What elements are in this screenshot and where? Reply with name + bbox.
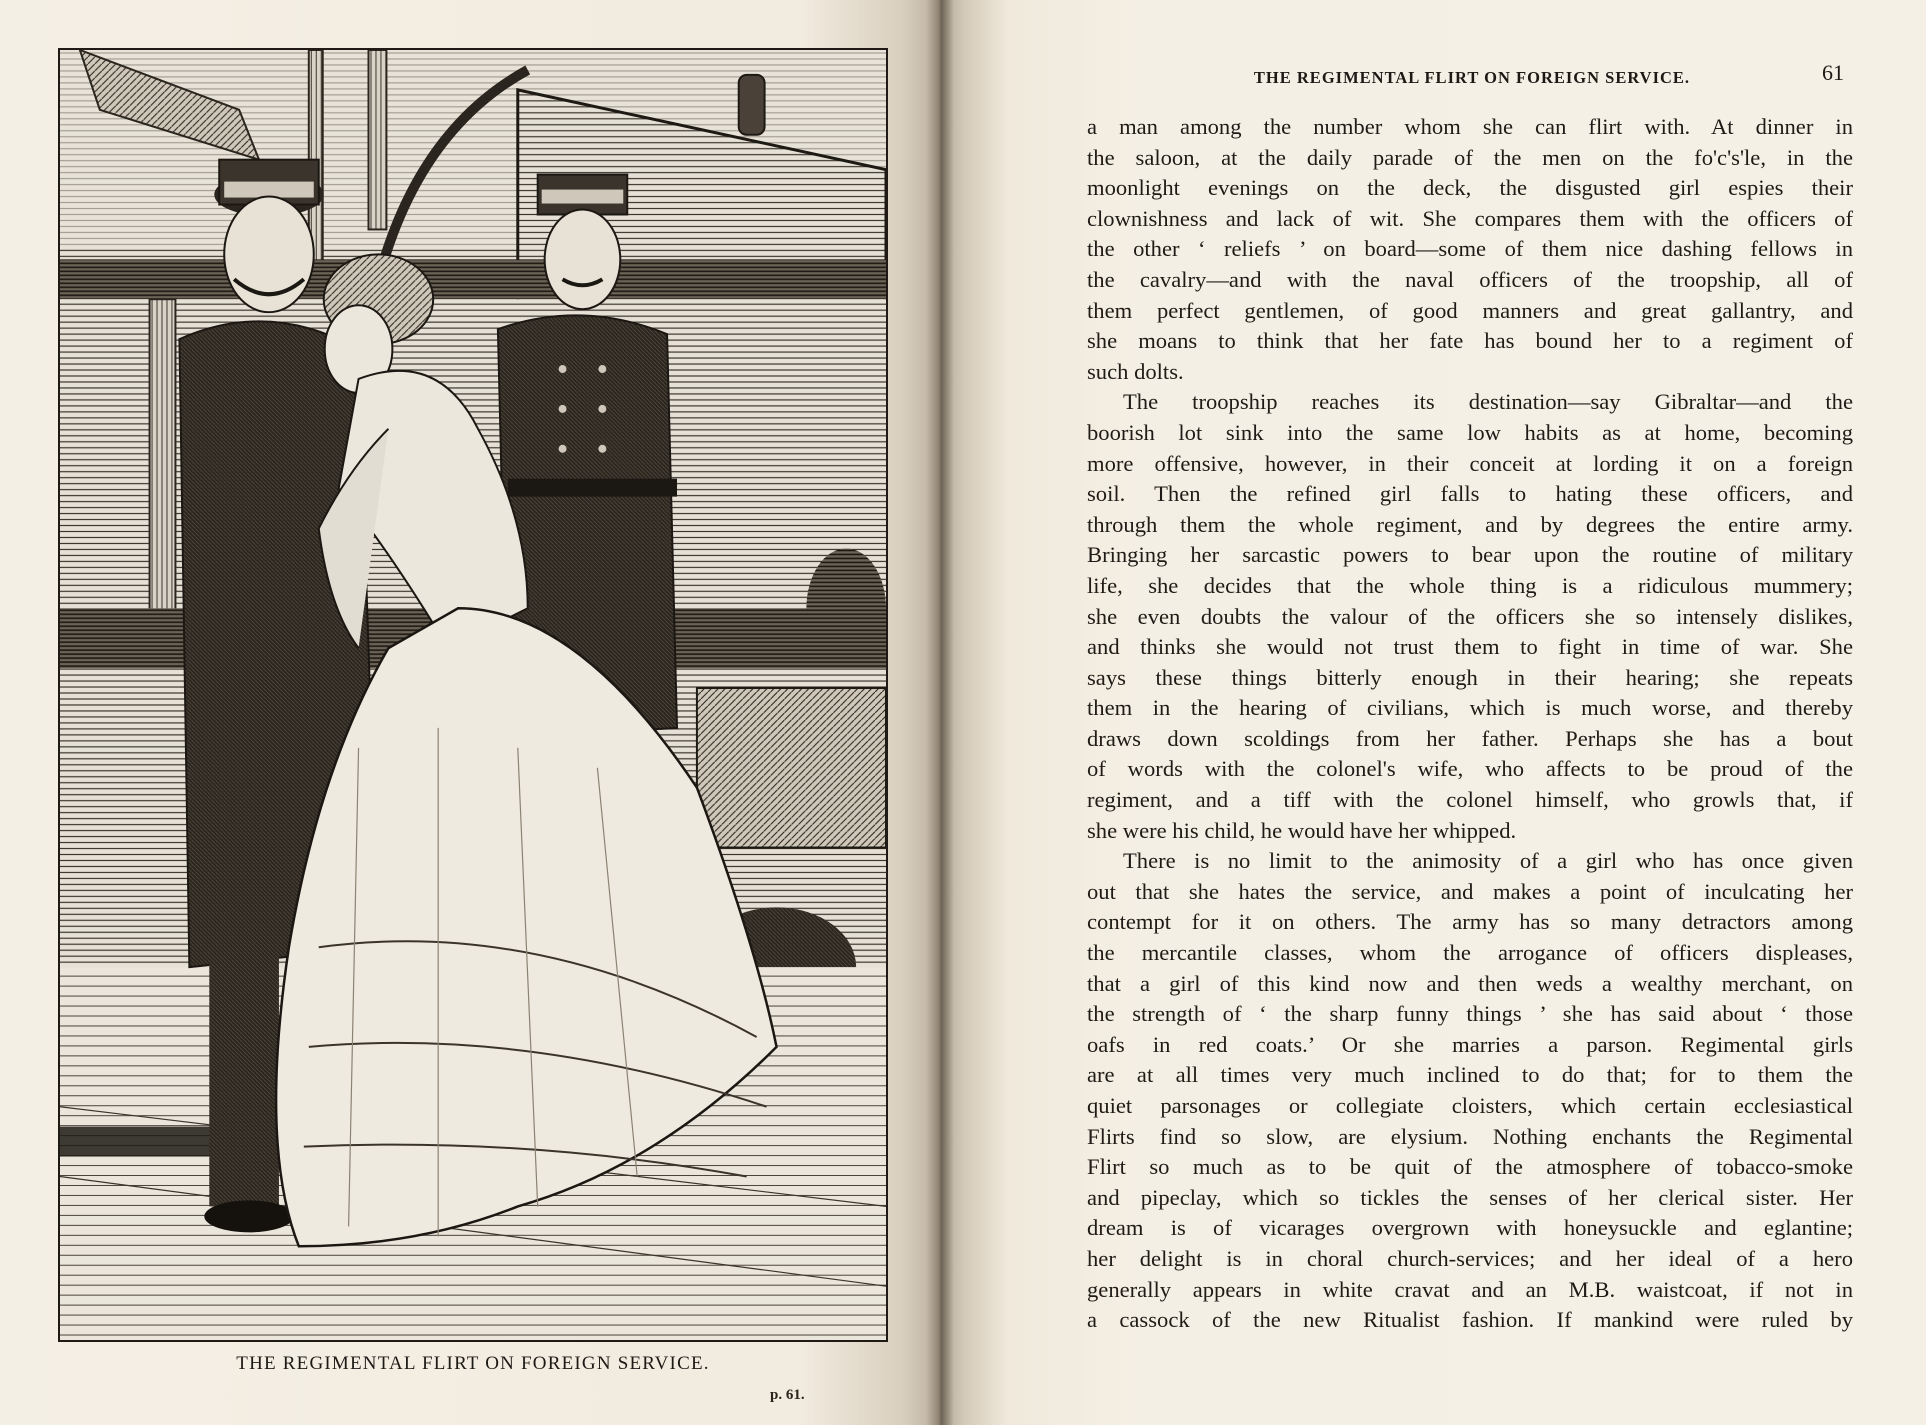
plate-page-reference: p. 61. <box>770 1387 805 1403</box>
body-text <box>1087 112 1853 1336</box>
running-head: THE REGIMENTAL FLIRT ON FOREIGN SERVICE. <box>1253 68 1691 87</box>
text-line: she moans to think that her fate has bound her to a regiment of <box>1087 328 1853 354</box>
text-line: clownishness and lack of wit. She compares them with the officers of <box>1087 205 1853 231</box>
left-page <box>0 0 940 1425</box>
text-line: Bringing her sarcastic powers to bear upon the routine of military <box>1087 542 1853 568</box>
text-line: out that she hates the service, and makes a point of inculcating her <box>1087 878 1853 904</box>
text-line: through them the whole regiment, and by degrees the entire army. <box>1087 511 1853 537</box>
text-line: contempt for it on others. The army has so many detractors among <box>1087 909 1853 935</box>
text-line: the mercantile classes, whom the arrogance of officers displeases, <box>1087 940 1853 966</box>
text-line: dream is of vicarages overgrown with honeysuckle and eglantine; <box>1087 1215 1853 1241</box>
text-line: her delight is in choral church-services; and her ideal of a hero <box>1087 1245 1853 1271</box>
text-line: a man among the number whom she can flirt with. At dinner in <box>1087 114 1853 139</box>
text-line: boorish lot sink into the same low habits as at home, becoming <box>1087 419 1853 445</box>
text-line: moonlight evenings on the deck, the disgusted girl espies their <box>1087 175 1853 201</box>
text-line: says these things bitterly enough in their hearing; she repeats <box>1087 664 1853 690</box>
text-line: the cavalry—and with the naval officers of the troopship, all of <box>1087 266 1853 292</box>
text-line: them perfect gentlemen, of good manners and great gallantry, and <box>1087 297 1853 323</box>
text-line: them in the hearing of civilians, which is much worse, and thereby <box>1087 695 1853 721</box>
text-line: she even doubts the valour of the officers she so intensely dislikes, <box>1087 603 1853 629</box>
text-line: Flirts find so slow, are elysium. Nothing enchants the Regimental <box>1087 1123 1853 1149</box>
text-line: the strength of ‘ the sharp funny things ’ she has said about ‘ those <box>1087 1001 1853 1027</box>
text-line: quiet parsonages or collegiate cloisters, which certain ecclesiastical <box>1087 1093 1853 1118</box>
text-line: soil. Then the refined girl falls to hating these officers, and <box>1087 481 1853 507</box>
text-line: and pipeclay, which so tickles the senses of her clerical sister. Her <box>1087 1184 1853 1210</box>
text-line: draws down scoldings from her father. Perhaps she has a bout <box>1087 725 1853 751</box>
text-line: oafs in red coats.’ Or she marries a parson. Regimental girls <box>1087 1031 1853 1057</box>
text-line: more offensive, however, in their conceit at lording it on a foreign <box>1087 450 1853 476</box>
right-page <box>940 0 1926 1425</box>
page-number: 61 <box>1822 60 1844 85</box>
engraving-illustration <box>60 50 886 1340</box>
text-line: the saloon, at the daily parade of the men on the fo'c's'le, in the <box>1087 144 1853 170</box>
text-line: are at all times very much inclined to do that; for to them the <box>1087 1062 1853 1088</box>
text-line: generally appears in white cravat and an M.B. waistcoat, if not in <box>1087 1276 1853 1302</box>
text-line: Flirt so much as to be quit of the atmosphere of tobacco-smoke <box>1087 1154 1853 1180</box>
plate-caption: THE REGIMENTAL FLIRT ON FOREIGN SERVICE. <box>236 1353 710 1374</box>
text-line: There is no limit to the animosity of a girl who has once given <box>1123 848 1853 874</box>
text-line: that a girl of this kind now and then weds a wealthy merchant, on <box>1087 970 1853 996</box>
text-line: such dolts. <box>1087 358 1184 384</box>
text-line: regiment, and a tiff with the colonel himself, who growls that, if <box>1087 787 1853 813</box>
text-line: and thinks she would not trust them to fight in time of war. She <box>1087 634 1853 660</box>
text-line: The troopship reaches its destination—say Gibraltar—and the <box>1123 389 1853 415</box>
book-gutter <box>926 0 954 1425</box>
text-line: she were his child, he would have her whipped. <box>1087 817 1517 843</box>
text-line: the other ‘ reliefs ’ on board—some of them nice dashing fellows in <box>1087 236 1853 262</box>
text-line: of words with the colonel's wife, who affects to be proud of the <box>1087 756 1853 782</box>
text-line: a cassock of the new Ritualist fashion. If mankind were ruled by <box>1087 1307 1853 1333</box>
text-line: life, she decides that the whole thing is a ridiculous mummery; <box>1087 572 1853 598</box>
illustration-plate <box>58 48 888 1342</box>
